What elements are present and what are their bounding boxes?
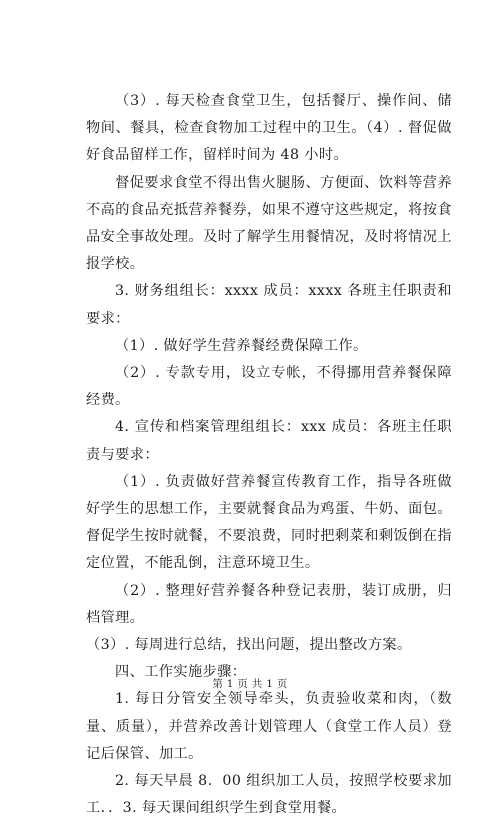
paragraph-publicity-2: （2）. 整理好营养餐各种登记表册，装订成册，归档管理。 — [86, 582, 452, 626]
paragraph-publicity-1: （1）. 负责做好营养餐宣传教育工作，指导各班做好学生的思想工作，主要就餐食品为鸡蛋、牛奶、面包。督促学生按时就餐，不要浪费，同时把剩菜和剩饭倒在指定位置，不能乱倒，注意环境卫生。 — [86, 473, 452, 572]
paragraph-item-3-4: （3）. 每天检查食堂卫生，包括餐厅、操作间、储物间、餐具，检查食物加工过程中的卫生。（4）. 督促做好食品留样工作，留样时间为 48 小时。 — [86, 93, 452, 164]
page-footer: 第 1 页 共 1 页 — [212, 678, 288, 690]
document-body — [86, 88, 452, 822]
paragraph-step-2-3: 2. 每天早晨 8．00 组织加工人员，按照学校要求加工．．3. 每天课间组织学生到食堂用餐。 — [86, 773, 452, 817]
paragraph-finance-1: （1）. 做好学生营养餐经费保障工作。 — [115, 337, 368, 354]
section-heading-steps: 四、工作实施步骤： — [115, 664, 247, 681]
paragraph-publicity-3: （3）. 每周进行总结，找出问题，提出整改方案。 — [86, 637, 412, 654]
paragraph-finance-2: （2）. 专款专用，设立专帐，不得挪用营养餐保障经费。 — [86, 365, 452, 409]
paragraph-finance-heading: 3. 财务组组长：xxxx 成员：xxxx 各班主任职责和要求： — [86, 283, 452, 327]
paragraph-publicity-heading: 4. 宣传和档案管理组组长：xxx 成员：各班主任职责与要求： — [86, 419, 452, 463]
paragraph-supervision: 督促要求食堂不得出售火腿肠、方便面、饮料等营养不高的食品充抵营养餐券，如果不遵守这些规定，将按食品安全事故处理。及时了解学生用餐情况，及时将情况上报学校。 — [86, 174, 452, 273]
paragraph-step-1: 1. 每日分管安全领导牵头，负责验收菜和肉，（数量、质量），并营养改善计划管理人（食堂工作人员）登记后保管、加工。 — [86, 691, 452, 762]
